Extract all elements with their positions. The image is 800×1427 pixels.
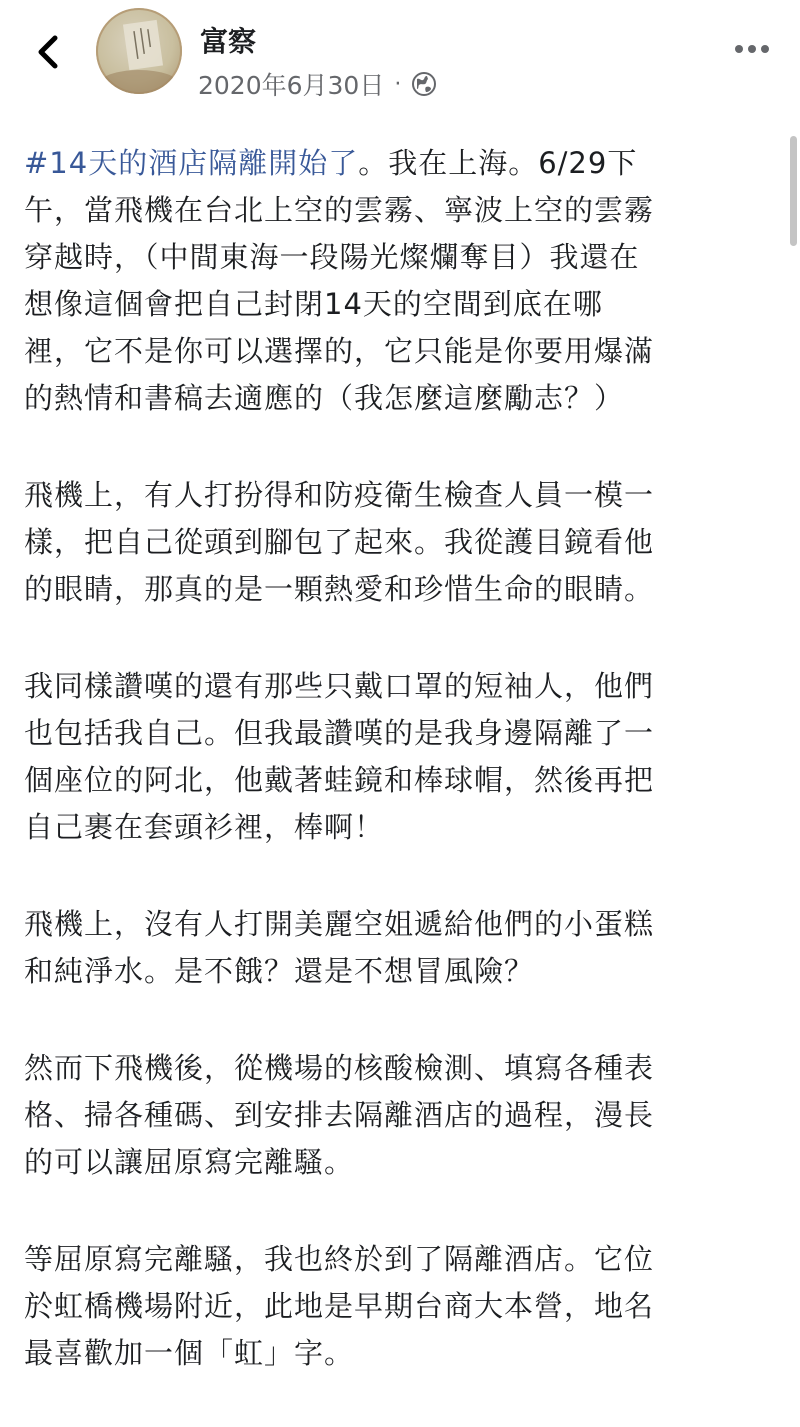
post-paragraph [24, 140, 784, 422]
author-name[interactable]: 富察 [200, 25, 257, 58]
post-paragraph: 飛機上，沒有人打開美麗空姐遞給他們的小蛋糕 和純淨水。是不餓？還是不想冒風險？ [24, 907, 655, 988]
post-paragraph: 等屈原寫完離騷，我也終於到了隔離酒店。它位 於虹橋機場附近，此地是早期台商大本營，地名 最喜歡加一個「虹」字。 [24, 1242, 655, 1370]
paragraph-text: 。我在上海。6/29下 午，當飛機在台北上空的雲霧、寧波上空的雲霧 穿越時，（中間東海一段陽光燦爛奪目）我還在 想像這個會把自己封閉14天的空間到底在哪 裡，它不是你可以選擇的，它只能是你要用爆滿 的熱情和書稿去適應的（我怎麼這麼勵志？） [24, 146, 655, 415]
post-date[interactable]: 2020年6月30日 [198, 71, 385, 100]
avatar[interactable] [96, 8, 182, 94]
avatar-image [96, 8, 182, 94]
post-meta [198, 66, 437, 102]
more-options-button[interactable] [730, 34, 774, 64]
meta-separator: · [394, 71, 402, 97]
post-paragraph: 我同樣讚嘆的還有那些只戴口罩的短袖人，他們 也包括我自己。但我最讚嘆的是我身邊隔離了一 個座位的阿北，他戴著蛙鏡和棒球帽，然後再把 自己裹在套頭衫裡，棒啊！ [24, 669, 655, 844]
chevron-left-icon [35, 35, 61, 69]
post-body [24, 140, 784, 1427]
post-header [0, 0, 800, 118]
more-dots-icon [734, 44, 770, 54]
post-paragraph: 然而下飛機後，從機場的核酸檢測、填寫各種表 格、掃各種碼、到安排去隔離酒店的過程，漫長 的可以讓屈原寫完離騷。 [24, 1051, 655, 1179]
scrollbar[interactable] [790, 136, 797, 246]
hashtag-link[interactable]: #14天的酒店隔離開始了 [24, 146, 359, 180]
back-button[interactable] [28, 30, 68, 74]
post-paragraph: 飛機上，有人打扮得和防疫衛生檢查人員一模一 樣，把自己從頭到腳包了起來。我從護目鏡看他 的眼睛，那真的是一顆熱愛和珍惜生命的眼睛。 [24, 478, 655, 606]
globe-icon [411, 71, 437, 97]
